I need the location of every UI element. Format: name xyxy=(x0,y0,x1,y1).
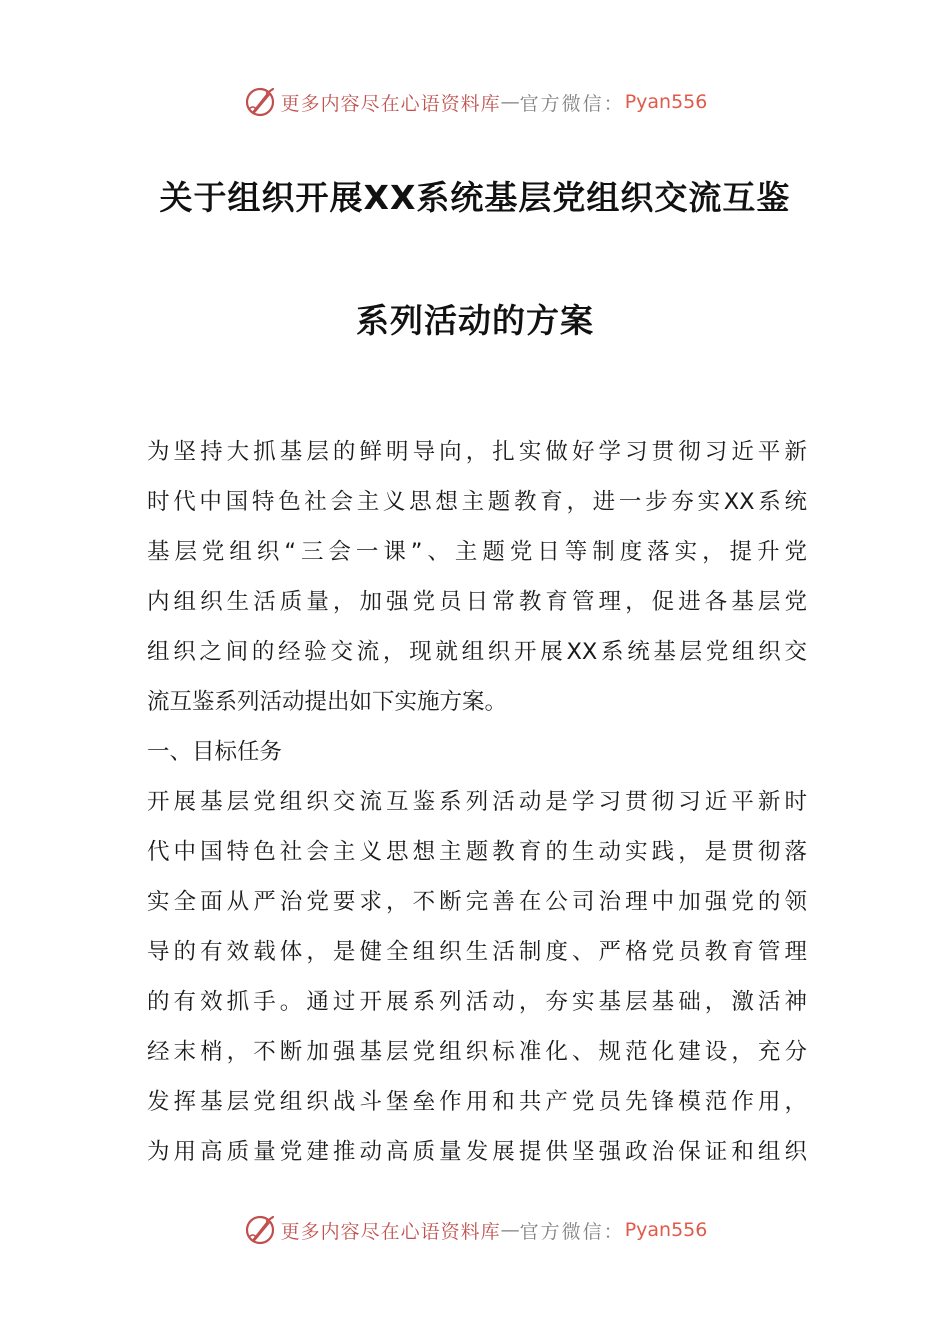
body-line: 时代中国特色社会主义思想主题教育，进一步夯实XX系统 xyxy=(147,489,807,515)
body-line: 发挥基层党组织战斗堡垒作用和共产党员先锋模范作用， xyxy=(147,1089,807,1115)
banner-wechat-id: Pyan556 xyxy=(624,1219,708,1241)
banner-wechat-id: Pyan556 xyxy=(624,91,708,113)
body-line: 内组织生活质量，加强党员日常教育管理，促进各基层党 xyxy=(147,589,807,615)
banner-wechat-label: 官方微信： xyxy=(519,92,625,115)
banner-text: 更多内容尽在心语资料库 xyxy=(280,1220,501,1243)
body-line: 为坚持大抓基层的鲜明导向，扎实做好学习贯彻习近平新 xyxy=(147,439,807,465)
document-title-line-1: 关于组织开展XX系统基层党组织交流互鉴 xyxy=(159,178,791,217)
banner-separator: — xyxy=(500,1219,520,1241)
quill-pen-logo-icon xyxy=(243,1213,277,1247)
body-line: 开展基层党组织交流互鉴系列活动是学习贯彻习近平新时 xyxy=(147,789,807,815)
footer-banner xyxy=(0,1210,950,1250)
body-line: 代中国特色社会主义思想主题教育的生动实践，是贯彻落 xyxy=(147,839,807,865)
quill-pen-logo-icon xyxy=(243,85,277,119)
body-line: 的有效抓手。通过开展系列活动，夯实基层基础，激活神 xyxy=(147,989,807,1015)
banner-separator: — xyxy=(500,91,520,113)
body-line: 组织之间的经验交流，现就组织开展XX系统基层党组织交 xyxy=(147,639,807,665)
section-heading: 一、目标任务 xyxy=(147,739,283,765)
body-line: 经末梢，不断加强基层党组织标准化、规范化建设，充分 xyxy=(147,1039,807,1065)
body-line: 基层党组织“三会一课”、主题党日等制度落实，提升党 xyxy=(147,539,807,565)
header-banner xyxy=(0,82,950,122)
document-title-line-2: 系列活动的方案 xyxy=(356,301,594,340)
body-line: 流互鉴系列活动提出如下实施方案。 xyxy=(147,689,508,715)
banner-wechat-label: 官方微信： xyxy=(519,1220,625,1243)
body-line: 导的有效载体，是健全组织生活制度、严格党员教育管理 xyxy=(147,939,807,965)
body-line: 实全面从严治党要求，不断完善在公司治理中加强党的领 xyxy=(147,889,807,915)
banner-text: 更多内容尽在心语资料库 xyxy=(280,92,501,115)
body-line: 为用高质量党建推动高质量发展提供坚强政治保证和组织 xyxy=(147,1139,807,1165)
